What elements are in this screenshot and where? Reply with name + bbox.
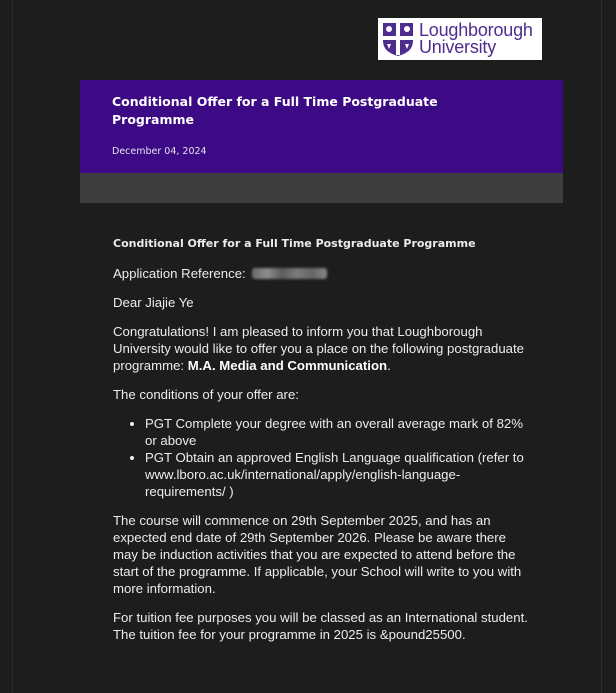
congrats-text: Congratulations! I am pleased to inform you that Loughborough University would like to offer you a place on the following postgraduate programme: bbox=[113, 324, 525, 373]
redacted-reference bbox=[252, 268, 327, 279]
conditions-intro: The conditions of your offer are: bbox=[113, 387, 299, 402]
banner-title: Conditional Offer for a Full Time Postgraduate Programme bbox=[112, 94, 438, 127]
reference-label: Application Reference: bbox=[113, 266, 246, 281]
tuition-paragraph: For tuition fee purposes you will be classed as an International student. The tuition fee for your programme in 2025 is &pound25500. bbox=[113, 610, 528, 642]
email-body bbox=[113, 232, 533, 655]
logo-line-1: Loughborough bbox=[419, 20, 533, 40]
conditions-list bbox=[113, 415, 533, 500]
banner-date: December 04, 2024 bbox=[112, 146, 207, 157]
body-title: Conditional Offer for a Full Time Postgraduate Programme bbox=[113, 237, 476, 250]
university-logo bbox=[378, 18, 542, 60]
congratulations-paragraph bbox=[113, 323, 533, 374]
header-divider-bar bbox=[80, 173, 563, 203]
condition-item: • PGT Obtain an approved English Language qualification (refer to www.lboro.ac.uk/international/apply/english-language-requirements/ ) bbox=[145, 449, 533, 500]
condition-item: • PGT Complete your degree with an overall average mark of 82% or above bbox=[145, 415, 533, 449]
greeting: Dear Jiajie Ye bbox=[113, 295, 194, 310]
congrats-end: . bbox=[387, 358, 391, 373]
course-dates-paragraph: The course will commence on 29th September 2025, and has an expected end date of 29th September 2026. Please be aware there may be induction activities that you are expected to attend before the start of the programme. If applicable, your School will write to you with more information. bbox=[113, 513, 522, 596]
application-reference bbox=[113, 265, 533, 282]
programme-name: M.A. Media and Communication bbox=[187, 358, 388, 373]
logo-line-2: University bbox=[419, 37, 497, 57]
header-banner bbox=[80, 80, 563, 173]
crest-icon bbox=[381, 21, 415, 57]
university-name bbox=[419, 22, 533, 56]
